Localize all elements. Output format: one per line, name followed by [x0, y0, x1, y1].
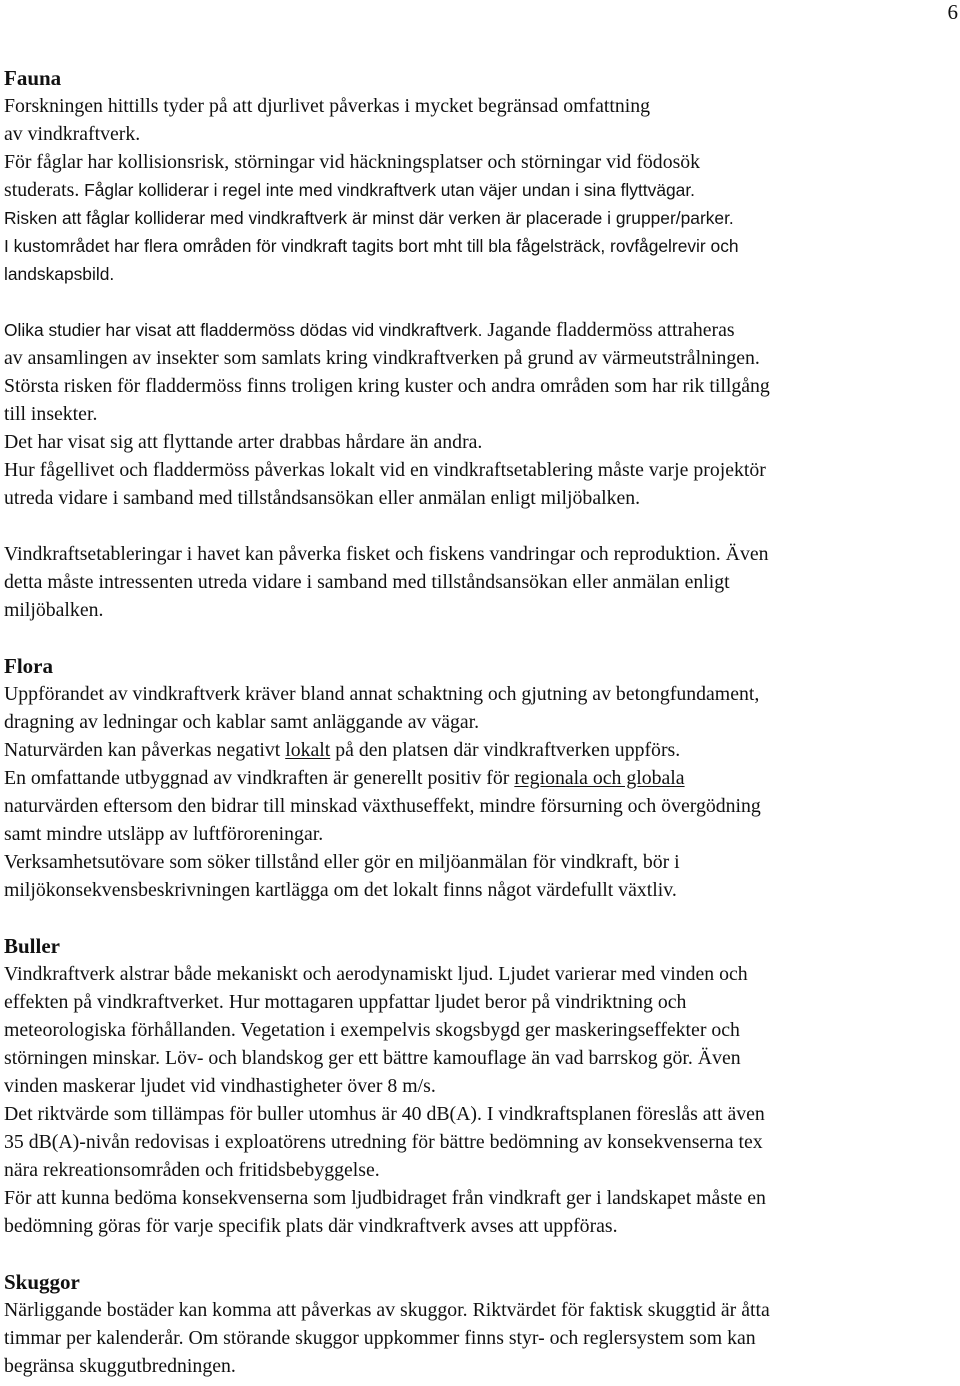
text-line: begränsa skuggutbredningen. — [4, 1355, 236, 1377]
section-buller — [4, 932, 958, 1240]
section-gap — [4, 904, 958, 932]
text-line: landskapsbild. — [4, 264, 115, 284]
text-line: effekten på vindkraftverket. Hur mottagaren uppfattar ljudet beror på vindriktning och — [4, 991, 687, 1013]
text-line: För att kunna bedöma konsekvenserna som ljudbidraget från vindkraft ger i landskapet måste en — [4, 1187, 766, 1209]
text-line: av vindkraftverk. — [4, 123, 141, 145]
text-line: detta måste intressenten utreda vidare i samband med tillståndsansökan eller anmälan enligt — [4, 571, 730, 593]
text-line: vinden maskerar ljudet vid vindhastigheter över 8 m/s. — [4, 1075, 436, 1097]
underlined-text: regionala och globala — [514, 767, 685, 789]
text-segment: studerats. — [4, 179, 80, 201]
text-line: till insekter. — [4, 403, 98, 425]
text-line: utreda vidare i samband med tillståndsansökan eller anmälan enligt miljöbalken. — [4, 487, 641, 509]
text-line: För fåglar har kollisionsrisk, störningar vid häckningsplatser och störningar vid födosök — [4, 151, 701, 173]
text-segment: på den platsen där vindkraftverken uppförs. — [330, 739, 681, 761]
text-line-mixed — [4, 176, 958, 204]
text-line-mixed — [4, 764, 958, 792]
text-line: Det riktvärde som tillämpas för buller utomhus är 40 dB(A). I vindkraftsplanen föreslås att även — [4, 1103, 765, 1125]
text-line: naturvärden eftersom den bidrar till minskad växthuseffekt, mindre försurning och övergödning — [4, 795, 761, 817]
text-segment: Jagande fladdermöss attraheras — [482, 319, 735, 341]
section-flora — [4, 652, 958, 904]
document-body — [4, 64, 958, 1380]
text-segment: Olika studier har visat att fladdermöss dödas vid vindkraftverk. — [4, 320, 483, 340]
section-skuggor — [4, 1268, 958, 1380]
text-line: Vindkraftsetableringar i havet kan påverka fisket och fiskens vandringar och reproduktion. Även — [4, 543, 769, 565]
text-line: timmar per kalenderår. Om störande skuggor uppkommer finns styr- och reglersystem som kan — [4, 1327, 756, 1349]
text-line: miljökonsekvensbeskrivningen kartlägga om det lokalt finns något värdefullt växtliv. — [4, 879, 677, 901]
underlined-text: lokalt — [285, 739, 331, 761]
text-line: av ansamlingen av insekter som samlats kring vindkraftverken på grund av värmeutstrålningen. — [4, 347, 760, 369]
paragraph-gap — [4, 512, 958, 540]
page-number: 6 — [947, 0, 958, 24]
text-line: I kustområdet har flera områden för vindkraft tagits bort mht till bla fågelsträck, rovfågelrevir och — [4, 236, 739, 256]
text-line: Det har visat sig att flyttande arter drabbas hårdare än andra. — [4, 431, 483, 453]
text-line: nära rekreationsområden och fritidsbebyggelse. — [4, 1159, 380, 1181]
text-line-mixed — [4, 736, 958, 764]
text-segment: En omfattande utbyggnad av vindkraften är generellt positiv för — [4, 767, 515, 789]
section-heading-buller: Buller — [4, 934, 60, 958]
text-segment: Naturvärden kan påverkas negativt — [4, 739, 286, 761]
section-heading-skuggor: Skuggor — [4, 1270, 80, 1294]
text-line: Närliggande bostäder kan komma att påverkas av skuggor. Riktvärdet för faktisk skuggtid är åtta — [4, 1299, 770, 1321]
text-line: 35 dB(A)-nivån redovisas i exploatörens utredning för bättre bedömning av konsekvenserna tex — [4, 1131, 763, 1153]
text-line: Uppförandet av vindkraftverk kräver bland annat schaktning och gjutning av betongfundament, — [4, 683, 760, 705]
text-line: Vindkraftverk alstrar både mekaniskt och aerodynamiskt ljud. Ljudet varierar med vinden och — [4, 963, 748, 985]
text-line-mixed — [4, 316, 958, 344]
text-line: Forskningen hittills tyder på att djurlivet påverkas i mycket begränsad omfattning — [4, 95, 651, 117]
text-segment: Fåglar kolliderar i regel inte med vindkraftverk utan väjer undan i sina flyttvägar. — [79, 180, 696, 200]
section-gap — [4, 624, 958, 652]
text-line: Största risken för fladdermöss finns troligen kring kuster och andra områden som har rik tillgång — [4, 375, 770, 397]
text-line: bedömning göras för varje specifik plats där vindkraftverk avses att uppföras. — [4, 1215, 618, 1237]
text-line: dragning av ledningar och kablar samt anläggande av vägar. — [4, 711, 480, 733]
text-line: Hur fågellivet och fladdermöss påverkas lokalt vid en vindkraftsetablering måste varje projektör — [4, 459, 766, 481]
text-line: meteorologiska förhållanden. Vegetation i exempelvis skogsbygd ger maskeringseffekter och — [4, 1019, 740, 1041]
text-line: störningen minskar. Löv- och blandskog ger ett bättre kamouflage än vad barrskog gör. Även — [4, 1047, 741, 1069]
section-fauna — [4, 64, 958, 624]
text-line: samt mindre utsläpp av luftföroreningar. — [4, 823, 324, 845]
section-heading-fauna: Fauna — [4, 66, 62, 90]
text-line: Verksamhetsutövare som söker tillstånd eller gör en miljöanmälan för vindkraft, bör i — [4, 851, 680, 873]
section-gap — [4, 1240, 958, 1268]
text-line: miljöbalken. — [4, 599, 104, 621]
section-heading-flora: Flora — [4, 654, 53, 678]
text-line: Risken att fåglar kolliderar med vindkraftverk är minst där verken är placerade i grupper/parker. — [4, 208, 734, 228]
paragraph-gap — [4, 288, 958, 316]
